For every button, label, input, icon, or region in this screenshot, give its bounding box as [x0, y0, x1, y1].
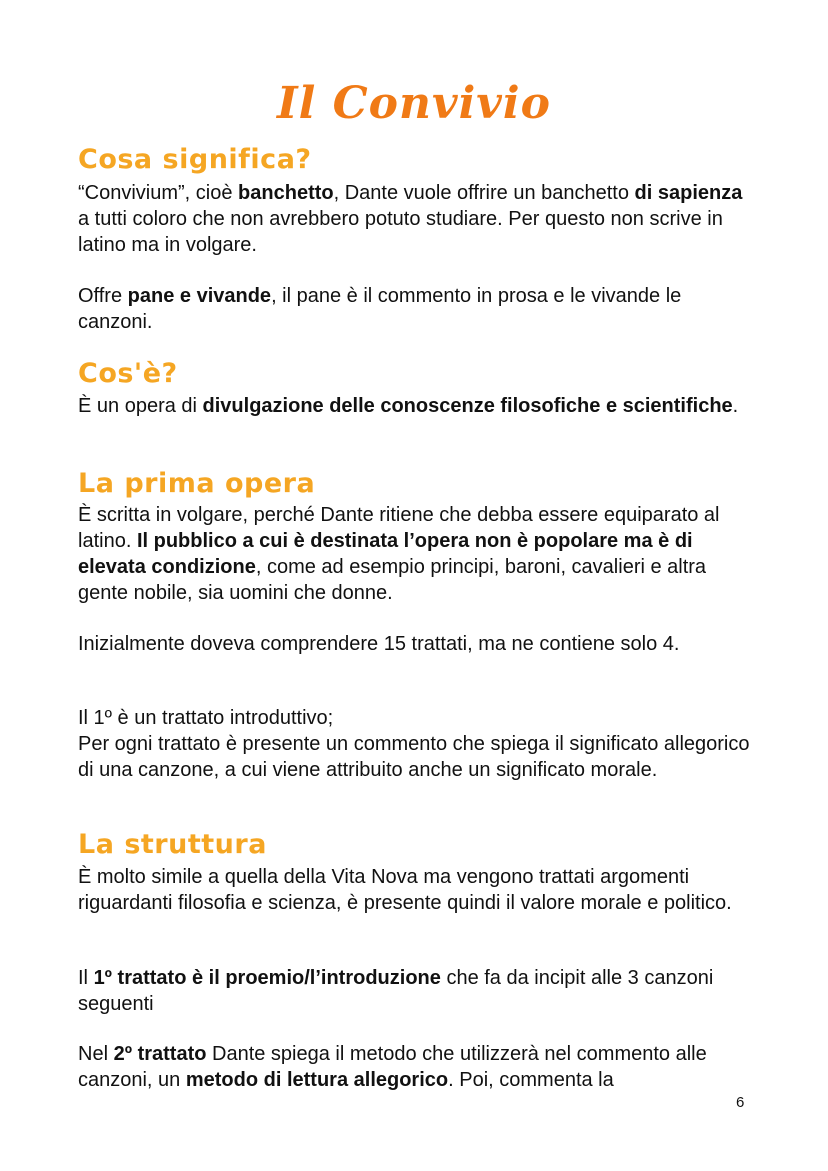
section-heading-prima-opera: La prima opera — [78, 468, 316, 499]
paragraph: Il 1º trattato è il proemio/l’introduzione che fa da incipit alle 3 canzoni seguenti — [78, 967, 714, 1015]
bold-text: metodo di lettura allegorico — [185, 1069, 449, 1091]
paragraph: È molto simile a quella della Vita Nova ma vengono trattati argomenti riguardanti filosofia e scienza, è presente quindi il valore morale e politico. — [78, 866, 732, 914]
paragraph: Inizialmente doveva comprendere 15 trattati, ma ne contiene solo 4. — [78, 633, 680, 655]
page-title: Il Convivio — [277, 78, 551, 129]
bold-text: 2º trattato — [113, 1043, 207, 1065]
paragraph: È scritta in volgare, perché Dante ritiene che debba essere equiparato al latino. Il pubblico a cui è destinata l’opera non è popolare ma è di elevata condizione, come ad esempio principi, baroni, cavalieri e altra gente nobile, sia uomini che donne. — [78, 504, 720, 604]
bold-text: banchetto — [238, 182, 334, 204]
section-heading-significato: Cosa significa? — [78, 144, 312, 175]
paragraph: Il 1º è un trattato introduttivo; Per ogni trattato è presente un commento che spiega il significato allegorico di una canzone, a cui viene attribuito anche un significato morale. — [78, 707, 750, 781]
paragraph: Offre pane e vivande, il pane è il commento in prosa e le vivande le canzoni. — [78, 285, 682, 333]
bold-text: divulgazione delle conoscenze filosofiche e scientifiche — [202, 395, 733, 417]
paragraph: È un opera di divulgazione delle conoscenze filosofiche e scientifiche. — [78, 395, 739, 417]
page-number: 6 — [736, 1094, 745, 1111]
paragraph: “Convivium”, cioè banchetto, Dante vuole offrire un banchetto di sapienza a tutti coloro che non avrebbero potuto studiare. Per questo non scrive in latino ma in volgare. — [78, 182, 743, 256]
bold-text: pane e vivande — [127, 285, 272, 307]
section-heading-cose: Cos'è? — [78, 358, 178, 389]
bold-text: di sapienza — [634, 182, 743, 204]
bold-text: Il pubblico a cui è destinata l’opera non è popolare ma è di elevata condizione — [78, 530, 693, 578]
bold-text: 1º trattato è il proemio/l’introduzione — [93, 967, 441, 989]
paragraph: Nel 2º trattato Dante spiega il metodo che utilizzerà nel commento alle canzoni, un metodo di lettura allegorico. Poi, commenta la — [78, 1043, 707, 1091]
section-heading-struttura: La struttura — [78, 829, 267, 860]
